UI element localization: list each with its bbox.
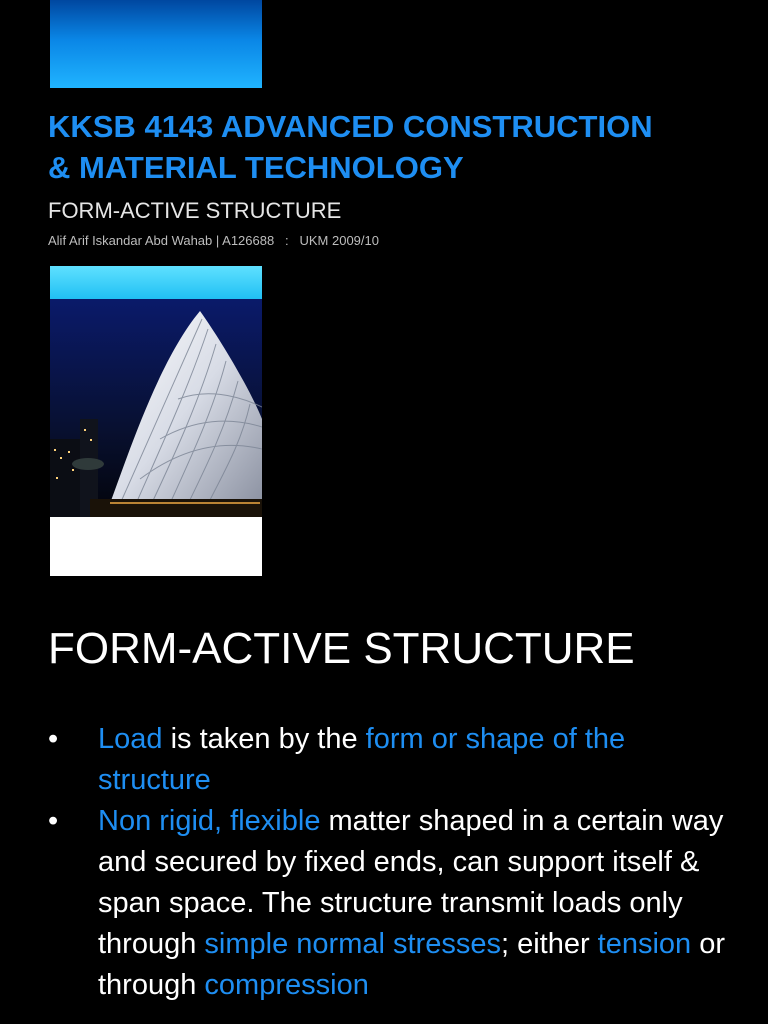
- bullet-text-highlight: form or shape of the structure: [98, 723, 626, 796]
- bullet-item: [48, 719, 738, 801]
- bullet-list: [48, 719, 738, 1006]
- photo-bottom-band: [50, 517, 262, 576]
- bullet-text: is taken by the: [162, 723, 366, 755]
- bullet-text: ; either: [500, 928, 598, 960]
- bullet-text: matter shaped in a certain way and secured by fixed ends, can support itself & span space. The structure transmit loads only through: [98, 805, 724, 960]
- night-building-image: [50, 299, 262, 517]
- course-title: [48, 106, 748, 188]
- bullet-text-highlight: Load: [98, 723, 163, 755]
- course-title-line-2: & MATERIAL TECHNOLOGY: [48, 150, 464, 185]
- photo-top-band: [50, 266, 262, 299]
- bullet-text-highlight: tension: [597, 928, 692, 960]
- building-photo: [50, 266, 262, 576]
- bullet-text-highlight: Non rigid, flexible: [98, 805, 321, 837]
- bullet-item: [48, 801, 738, 1006]
- bullet-marker: •: [48, 723, 59, 755]
- course-title-line-1: KKSB 4143 ADVANCED CONSTRUCTION: [48, 109, 653, 144]
- bullet-text-highlight: compression: [204, 969, 369, 1001]
- author-line: Alif Arif Iskandar Abd Wahab | A126688 : UKM 2009/10: [48, 233, 379, 248]
- bullet-text-highlight: simple normal stresses: [204, 928, 501, 960]
- bullet-marker: •: [48, 805, 59, 837]
- section-heading: FORM-ACTIVE STRUCTURE: [48, 624, 635, 673]
- subtitle: FORM-ACTIVE STRUCTURE: [48, 198, 342, 223]
- bullet-text: or through: [98, 928, 726, 1001]
- top-accent-bar: [50, 0, 262, 88]
